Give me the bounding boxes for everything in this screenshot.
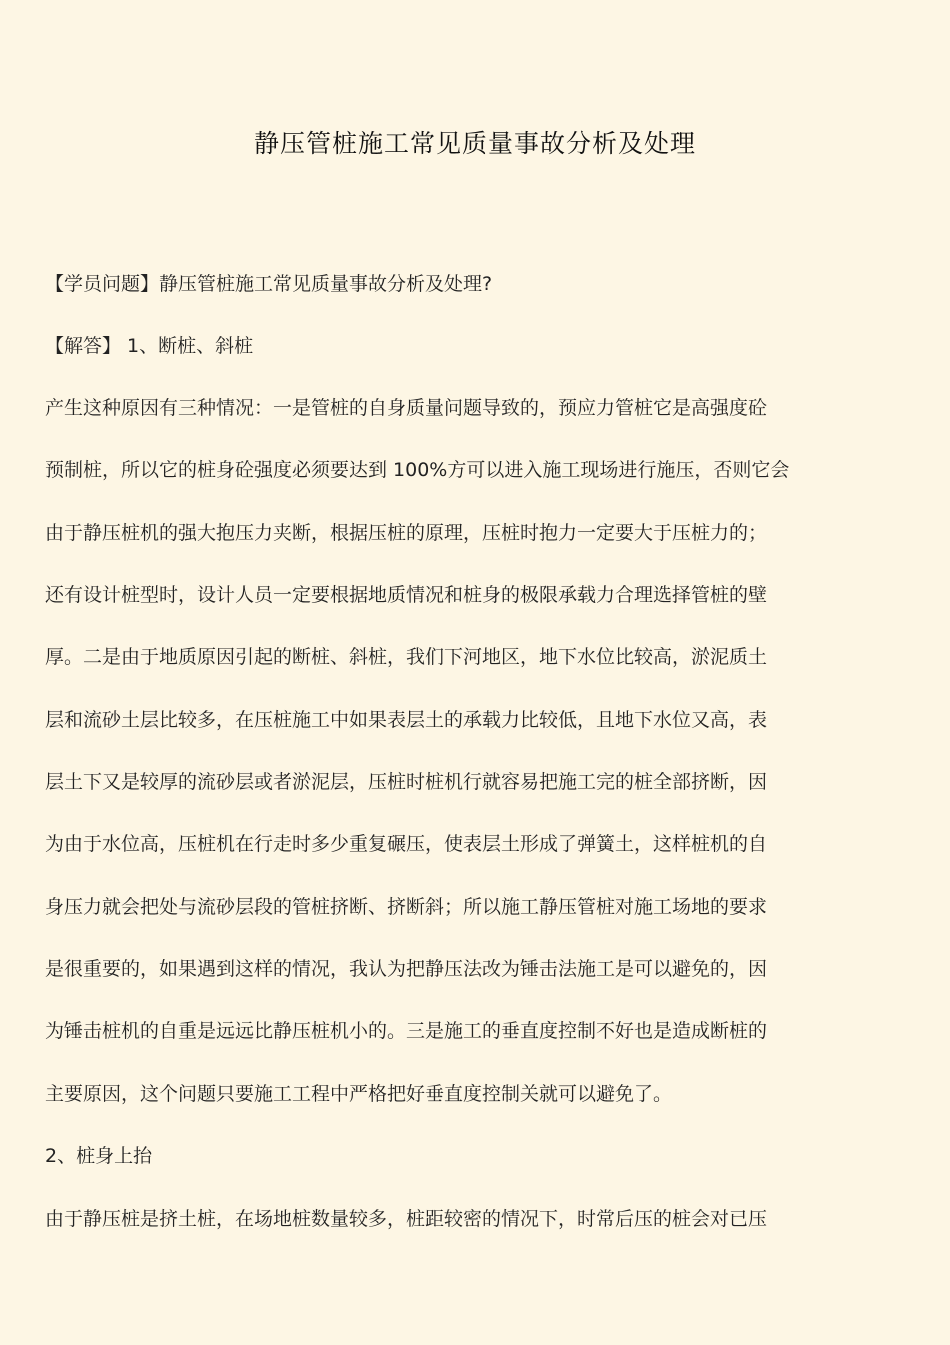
paragraph-line: 为锤击桩机的自重是远远比静压桩机小的。三是施工的垂直度控制不好也是造成断桩的 — [45, 1020, 768, 1042]
paragraph-line: 身压力就会把处与流砂层段的管桩挤断、挤断斜；所以施工静压管桩对施工场地的要求 — [45, 896, 768, 918]
paragraph-line: 是很重要的，如果遇到这样的情况，我认为把静压法改为锤击法施工是可以避免的，因 — [45, 958, 768, 980]
paragraph-line: 主要原因，这个问题只要施工工程中严格把好垂直度控制关就可以避免了。 — [45, 1083, 673, 1105]
paragraph-line: 为由于水位高，压桩机在行走时多少重复碾压，使表层土形成了弹簧土，这样桩机的自 — [45, 833, 768, 855]
document-title: 静压管桩施工常见质量事故分析及处理 — [253, 129, 696, 158]
paragraph-line: 由于静压桩机的强大抱压力夹断，根据压桩的原理，压桩时抱力一定要大于压桩力的； — [45, 522, 768, 544]
paragraph-line: 还有设计桩型时，设计人员一定要根据地质情况和桩身的极限承载力合理选择管桩的壁 — [45, 584, 768, 606]
paragraph-line: 层土下又是较厚的流砂层或者淤泥层，压桩时桩机行就容易把施工完的桩全部挤断，因 — [45, 771, 768, 793]
paragraph-line: 由于静压桩是挤土桩，在场地桩数量较多，桩距较密的情况下，时常后压的桩会对已压 — [45, 1208, 768, 1230]
section2-heading: 2、桩身上抬 — [45, 1145, 153, 1167]
question-line: 【学员问题】静压管桩施工常见质量事故分析及处理? — [45, 273, 493, 295]
paragraph-line: 厚。二是由于地质原因引起的断桩、斜桩，我们下河地区，地下水位比较高，淤泥质土 — [45, 646, 768, 668]
paragraph-line: 层和流砂土层比较多，在压桩施工中如果表层土的承载力比较低，且地下水位又高，表 — [45, 709, 768, 731]
paragraph-line: 产生这种原因有三种情况：一是管桩的自身质量问题导致的，预应力管桩它是高强度砼 — [45, 397, 768, 419]
answer-heading: 【解答】 1、断桩、斜桩 — [45, 335, 254, 357]
paragraph-line: 预制桩，所以它的桩身砼强度必须要达到 100%方可以进入施工现场进行施压，否则它会 — [45, 459, 790, 481]
